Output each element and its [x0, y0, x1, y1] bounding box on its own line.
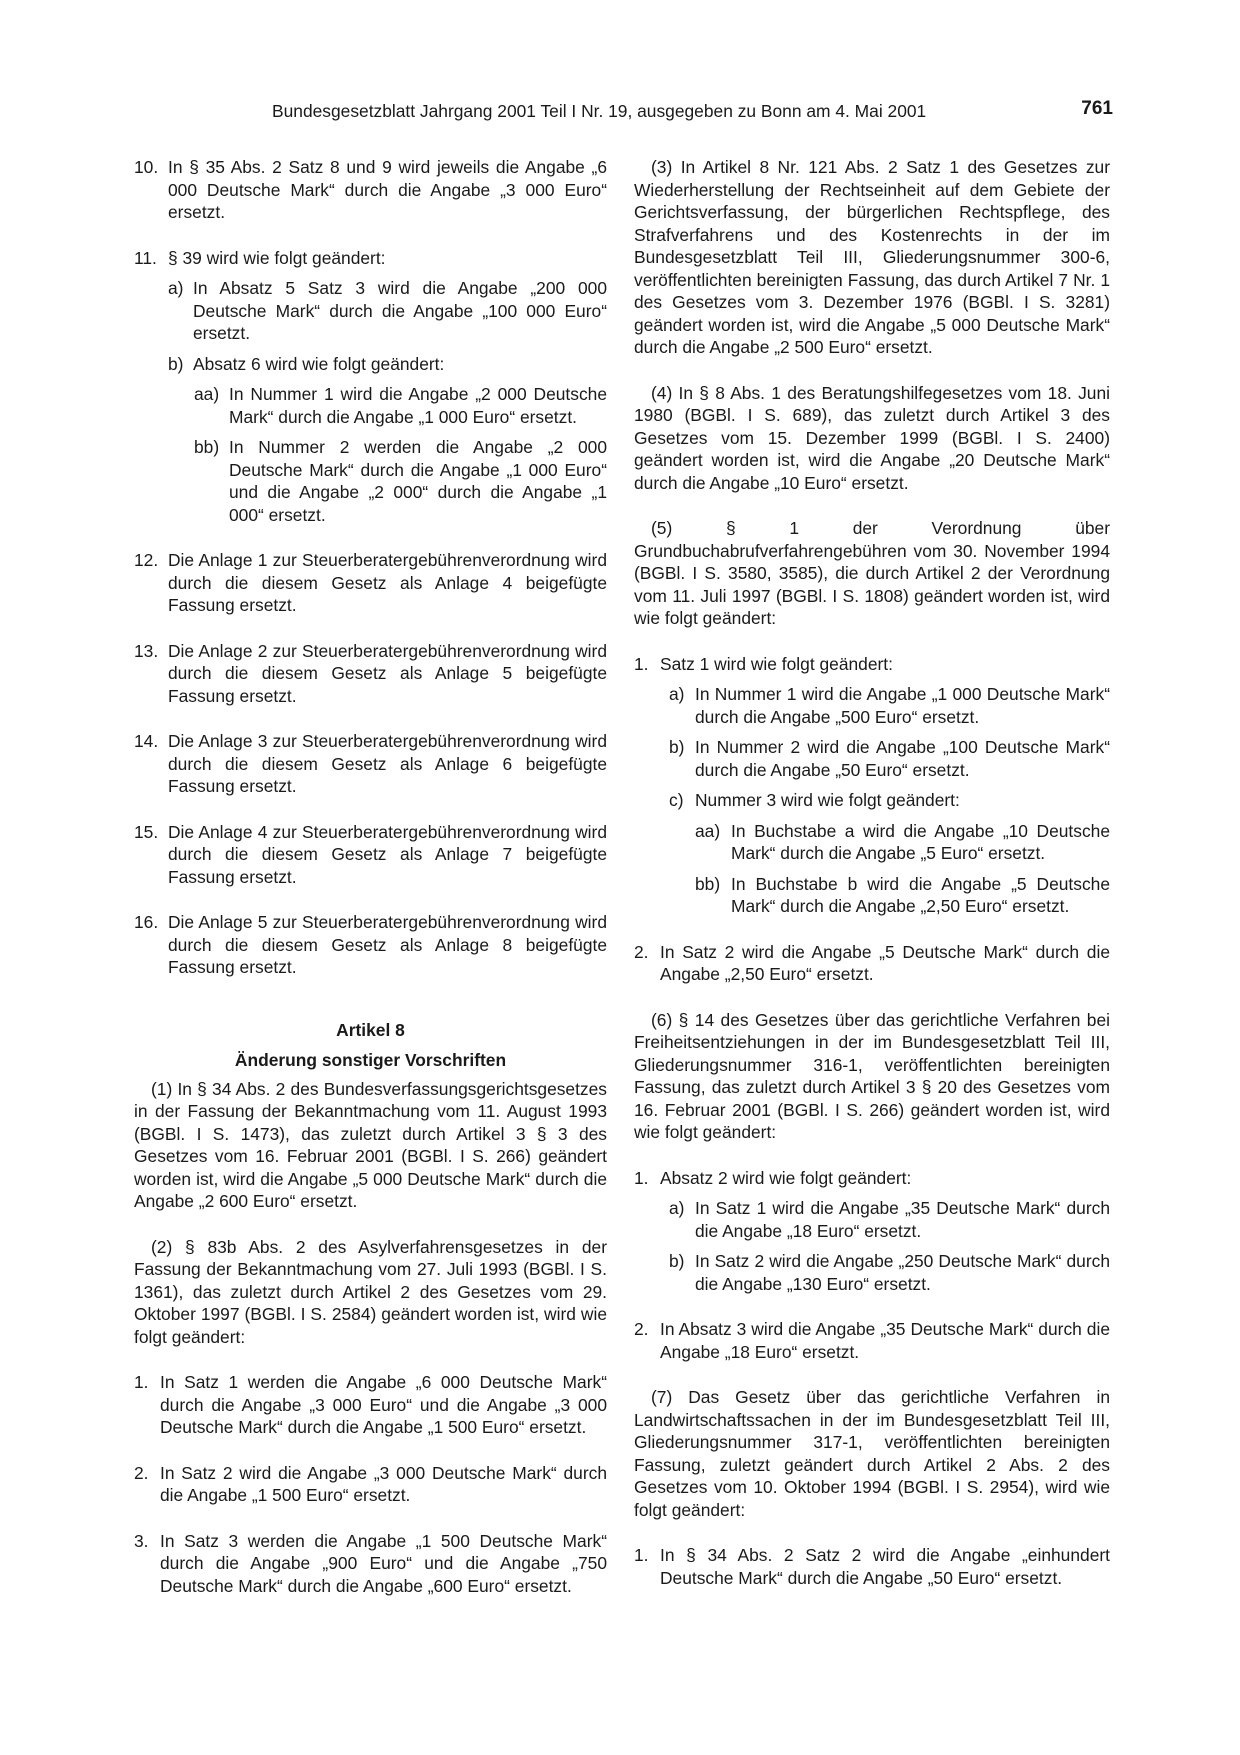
running-title: Bundesgesetzblatt Jahrgang 2001 Teil I Nr. 19, ausgegeben zu Bonn am 4. Mai 2001	[272, 101, 927, 121]
page-header	[0, 100, 1240, 126]
item-text: Die Anlage 5 zur Steuerberatergebührenverordnung wird durch die diesem Gesetz als Anlage 8 beigefügte Fassung ersetzt.	[168, 912, 607, 977]
list-item-p5-1	[634, 653, 1110, 676]
item-number: c)	[669, 790, 684, 810]
item-number: bb)	[194, 437, 220, 457]
paragraph-1: (1) In § 34 Abs. 2 des Bundesverfassungsgerichtsgesetzes in der Fassung der Bekanntmachung vom 11. August 1993 (BGBl. I S. 1473), das zuletzt durch Artikel 3 § 3 des Gesetzes vom 16. Februar 2001 (BGBl. I S. 266) geändert worden ist, wird die Angabe „5 000 Deutsche Mark“ durch die Angabe „2 600 Euro“ ersetzt.	[134, 1078, 607, 1211]
left-column	[134, 156, 607, 1597]
item-number: b)	[168, 353, 184, 374]
item-text: In Nummer 2 wird die Angabe „100 Deutsche Mark“ durch die Angabe „50 Euro“ ersetzt.	[695, 737, 1110, 780]
list-item-p6-2	[634, 1318, 1110, 1363]
item-number: 11.	[134, 247, 157, 268]
list-item-11b-aa	[134, 383, 607, 428]
list-item-p2-3	[134, 1530, 607, 1598]
item-number: aa)	[194, 384, 220, 404]
item-number: b)	[669, 1251, 685, 1271]
article-subtitle: Änderung sonstiger Vorschriften	[234, 1050, 507, 1070]
item-text: In Satz 2 wird die Angabe „3 000 Deutsche Mark“ durch die Angabe „1 500 Euro“ ersetzt.	[160, 1462, 607, 1505]
item-text: In Buchstabe b wird die Angabe „5 Deutsche Mark“ durch die Angabe „2,50 Euro“ ersetzt.	[731, 873, 1110, 916]
item-number: 12.	[134, 550, 159, 570]
item-number: 1.	[634, 653, 649, 674]
item-text: In Absatz 5 Satz 3 wird die Angabe „200 000 Deutsche Mark“ durch die Angabe „100 000 Euro“ ersetzt.	[193, 278, 607, 343]
list-item-12	[134, 549, 607, 617]
item-number: 10.	[134, 157, 159, 177]
item-text: Satz 1 wird wie folgt geändert:	[660, 653, 893, 674]
item-text: § 39 wird wie folgt geändert:	[168, 247, 386, 268]
item-number: 15.	[134, 821, 159, 842]
item-number: a)	[669, 1198, 685, 1218]
list-item-11a	[134, 277, 607, 345]
item-number: aa)	[695, 820, 721, 841]
list-item-16	[134, 911, 607, 979]
item-number: 3.	[134, 1530, 149, 1551]
item-text: In Buchstabe a wird die Angabe „10 Deutsche Mark“ durch die Angabe „5 Euro“ ersetzt.	[731, 820, 1110, 863]
paragraph-2: (2) § 83b Abs. 2 des Asylverfahrensgesetzes in der Fassung der Bekanntmachung vom 27. Juli 1993 (BGBl. I S. 1361), das zuletzt durch Artikel 2 des Gesetzes vom 29. Oktober 1997 (BGBl. I S. 2584) geändert worden ist, wird wie folgt geändert:	[134, 1236, 607, 1347]
list-item-p5-1c-bb	[634, 873, 1110, 918]
item-text: In Nummer 1 wird die Angabe „2 000 Deutsche Mark“ durch die Angabe „1 000 Euro“ ersetzt.	[229, 384, 607, 427]
item-number: 14.	[134, 731, 159, 751]
item-number: 1.	[634, 1545, 649, 1565]
item-text: In Satz 2 wird die Angabe „250 Deutsche Mark“ durch die Angabe „130 Euro“ ersetzt.	[695, 1251, 1110, 1294]
list-item-p6-1a	[634, 1197, 1110, 1242]
item-number: 1.	[634, 1167, 649, 1188]
right-column	[634, 156, 1110, 1589]
paragraph-4: (4) In § 8 Abs. 1 des Beratungshilfegesetzes vom 18. Juni 1980 (BGBl. I S. 689), das zuletzt durch Artikel 3 des Gesetzes vom 15. Dezember 1999 (BGBl. I S. 2400) geändert worden ist, wird die Angabe „20 Deutsche Mark“ durch die Angabe „10 Euro“ ersetzt.	[634, 382, 1110, 493]
list-item-11b-bb	[134, 436, 607, 526]
list-item-11	[134, 247, 607, 270]
list-item-p6-1	[634, 1167, 1110, 1190]
list-item-p7-1	[634, 1544, 1110, 1589]
item-text: Absatz 6 wird wie folgt geändert:	[193, 353, 445, 374]
item-text: In Satz 1 werden die Angabe „6 000 Deutsche Mark“ durch die Angabe „3 000 Euro“ und die Angabe „3 000 Deutsche Mark“ durch die Angabe „1 500 Euro“ ersetzt.	[160, 1372, 607, 1437]
list-item-p5-2	[634, 941, 1110, 986]
item-text: In § 34 Abs. 2 Satz 2 wird die Angabe „einhundert Deutsche Mark“ durch die Angabe „50 Euro“ ersetzt.	[660, 1545, 1110, 1588]
list-item-14	[134, 730, 607, 798]
item-number: 2.	[634, 1319, 649, 1339]
item-number: 13.	[134, 640, 159, 661]
paragraph-6: (6) § 14 des Gesetzes über das gerichtliche Verfahren bei Freiheitsentziehungen in der im Bundesgesetzblatt Teil III, Gliederungsnummer 316-1, veröffentlichten bereinigten Fassung, das zuletzt durch Artikel 3 § 20 des Gesetzes vom 16. Februar 2001 (BGBl. I S. 266) geändert worden ist, wird wie folgt geändert:	[634, 1009, 1110, 1142]
item-text: In Satz 2 wird die Angabe „5 Deutsche Mark“ durch die Angabe „2,50 Euro“ ersetzt.	[660, 941, 1110, 984]
item-text: Nummer 3 wird wie folgt geändert:	[695, 790, 960, 810]
item-number: 16.	[134, 912, 159, 932]
list-item-15	[134, 821, 607, 889]
list-item-p5-1a	[634, 683, 1110, 728]
item-text: Die Anlage 1 zur Steuerberatergebührenverordnung wird durch die diesem Gesetz als Anlage 4 beigefügte Fassung ersetzt.	[168, 550, 607, 615]
list-item-p5-1c-aa	[634, 820, 1110, 865]
item-text: Die Anlage 4 zur Steuerberatergebührenverordnung wird durch die diesem Gesetz als Anlage 7 beigefügte Fassung ersetzt.	[168, 821, 607, 887]
item-number: bb)	[695, 873, 721, 894]
list-item-p5-1c	[634, 789, 1110, 812]
list-item-p6-1b	[634, 1250, 1110, 1295]
item-number: 2.	[134, 1462, 149, 1483]
list-item-p2-2	[134, 1462, 607, 1507]
item-text: In Nummer 1 wird die Angabe „1 000 Deutsche Mark“ durch die Angabe „500 Euro“ ersetzt.	[695, 684, 1110, 727]
item-number: 2.	[634, 941, 649, 962]
item-text: In Nummer 2 werden die Angabe „2 000 Deutsche Mark“ durch die Angabe „1 000 Euro“ und die Angabe „2 000“ durch die Angabe „1 000“ ersetzt.	[229, 437, 607, 525]
paragraph-3: (3) In Artikel 8 Nr. 121 Abs. 2 Satz 1 des Gesetzes zur Wiederherstellung der Rechtseinheit auf dem Gebiete der Gerichtsverfassung, der bürgerlichen Rechtspflege, des Strafverfahrens und des Kostenrechts in der im Bundesgesetzblatt Teil III, Gliederungsnummer 300-6, veröffentlichten bereinigten Fassung, das durch Artikel 7 Nr. 1 des Gesetzes vom 3. Dezember 1976 (BGBl. I S. 3281) geändert worden ist, wird die Angabe „5 000 Deutsche Mark“ durch die Angabe „2 500 Euro“ ersetzt.	[634, 157, 1110, 357]
item-text: In § 35 Abs. 2 Satz 8 und 9 wird jeweils die Angabe „6 000 Deutsche Mark“ durch die Angabe „3 000 Euro“ ersetzt.	[168, 157, 607, 222]
item-text: In Satz 3 werden die Angabe „1 500 Deutsche Mark“ durch die Angabe „900 Euro“ und die Angabe „750 Deutsche Mark“ durch die Angabe „600 Euro“ ersetzt.	[160, 1530, 607, 1596]
item-text: Die Anlage 3 zur Steuerberatergebührenverordnung wird durch die diesem Gesetz als Anlage 6 beigefügte Fassung ersetzt.	[168, 731, 607, 796]
list-item-11b	[134, 353, 607, 376]
paragraph-7: (7) Das Gesetz über das gerichtliche Verfahren in Landwirtschaftssachen in der im Bundesgesetzblatt Teil III, Gliederungsnummer 317-1, veröffentlichten bereinigten Fassung, zuletzt geändert durch Artikel 2 Abs. 2 des Gesetzes vom 10. Oktober 1994 (BGBl. I S. 2954), wird wie folgt geändert:	[634, 1387, 1110, 1520]
item-text: Die Anlage 2 zur Steuerberatergebührenverordnung wird durch die diesem Gesetz als Anlage 5 beigefügte Fassung ersetzt.	[168, 640, 607, 706]
list-item-p5-1b	[634, 736, 1110, 781]
list-item-10	[134, 156, 607, 224]
article-title: Artikel 8	[336, 1019, 405, 1040]
item-number: a)	[168, 278, 184, 298]
item-text: In Satz 1 wird die Angabe „35 Deutsche Mark“ durch die Angabe „18 Euro“ ersetzt.	[695, 1198, 1110, 1241]
paragraph-5: (5) § 1 der Verordnung über Grundbuchabrufverfahrengebühren vom 30. November 1994 (BGBl. I S. 3580, 3585), die durch Artikel 2 der Verordnung vom 11. Juli 1997 (BGBl. I S. 1808) geändert worden ist, wird wie folgt geändert:	[634, 518, 1110, 628]
item-number: b)	[669, 737, 685, 757]
list-item-13	[134, 640, 607, 708]
item-number: 1.	[134, 1372, 149, 1392]
page-number: 761	[1081, 98, 1113, 119]
item-text: Absatz 2 wird wie folgt geändert:	[660, 1167, 912, 1188]
item-text: In Absatz 3 wird die Angabe „35 Deutsche Mark“ durch die Angabe „18 Euro“ ersetzt.	[660, 1319, 1110, 1362]
item-number: a)	[669, 684, 685, 704]
list-item-p2-1	[134, 1371, 607, 1439]
